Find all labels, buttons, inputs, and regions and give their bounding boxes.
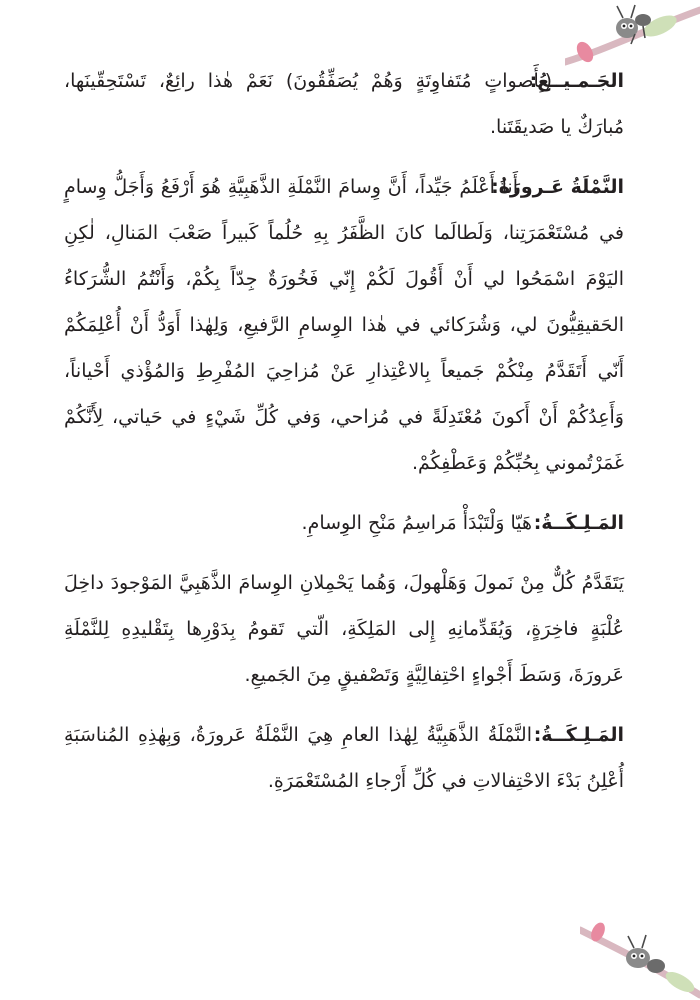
speech-text: النَّمْلَةُ الذَّهَبِيَّةُ لِهٰذا العامِ هِيَ النَّمْلَةُ عَرورَةُ، وَبِهٰذِهِ المُناسَبَةِ أُعْلِنُ بَدْءَ الاحْتِفالاتِ في كُلِّ أَرْجاءِ المُسْتَعْمَرَةِ. [64,724,624,792]
speech-text: (بِأَصواتٍ مُتَفاوِتَةٍ وَهُمْ يُصَفِّقُونَ) نَعَمْ هٰذا رائِعٌ، تَسْتَحِقّينَها، مُبارَكٌ يا صَديقَتَنا. [64,70,624,138]
speaker-label: المَـلِـكَــةُ: [533,512,624,534]
speech-text: أَنا أَعْلَمُ جَيِّداً، أَنَّ وِسامَ النَّمْلَةِ الذَّهَبِيَّةِ هُوَ أَرْفَعُ وَأَجَلُّ وِسامٍ في مُسْتَعْمَرَتِنا، وَلَطالَما كانَ الظَّفَرُ بِهِ حُلُماً كَبيراً صَعْبَ المَنالِ، لٰكِنِ اليَوْمَ اسْمَحُوا لي أَنْ أَقُولَ لَكُمْ إِنّي فَخُورَةٌ جِدّاً بِكُمْ، وَأَنْتُمُ الشُّرَكاءُ الحَقيقِيُّونَ لي، وَشُرَكائي في هٰذا الوِسامِ الرَّفيعِ، وَلِهٰذا أَوَدُّ أَنْ أُعْلِمَكُمْ أَنّي أَتَقَدَّمُ مِنْكُمْ جَميعاً بِالاعْتِذارِ عَنْ مُزاحِيَ المُفْرِطِ وَالمُؤْذي أَحْياناً، وَأَعِدُكُمْ أَنْ أَكونَ مُعْتَدِلَةً في مُزاحي، وَفي كُلِّ شَيْءٍ في حَياتي، لِأَنَّكُمْ غَمَرْتُموني بِحُبِّكُمْ وَعَطْفِكُمْ. [64,176,624,474]
dialogue-queen-closing [64,712,624,804]
speaker-label: المَـلِـكَــةُ: [533,724,624,746]
speaker-label: النَّمْلَةُ عَـرورَةُ: [491,176,624,198]
ant-on-branch-icon [580,910,700,1000]
dialogue-all [64,58,624,150]
dialogue-queen [64,500,624,546]
dialogue-arura [64,164,624,486]
narration-text: يَتَقَدَّمُ كُلٌّ مِنْ نَمولَ وَهَلْهولَ، وَهُما يَحْمِلانِ الوِسامَ الذَّهَبِيَّ المَوْجودَ داخِلَ عُلْبَةٍ فاخِرَةٍ، وَيُقَدِّمانِهِ إِلى المَلِكَةِ، الّتي تَقومُ بِدَوْرِها بِتَقْليدِهِ لِلنَّمْلَةِ عَرورَةَ، وَسَطَ أَجْواءٍ احْتِفالِيَّةٍ وَتَصْفيقٍ مِنَ الجَميعِ. [64,572,624,686]
story-text [64,58,624,818]
stage-direction [64,560,624,698]
speaker-label: الجَـمـيــعُ: [529,70,624,92]
speech-text: هَيّا وَلْتَبْدَأْ مَراسِمُ مَنْحِ الوِسامِ. [301,512,532,534]
